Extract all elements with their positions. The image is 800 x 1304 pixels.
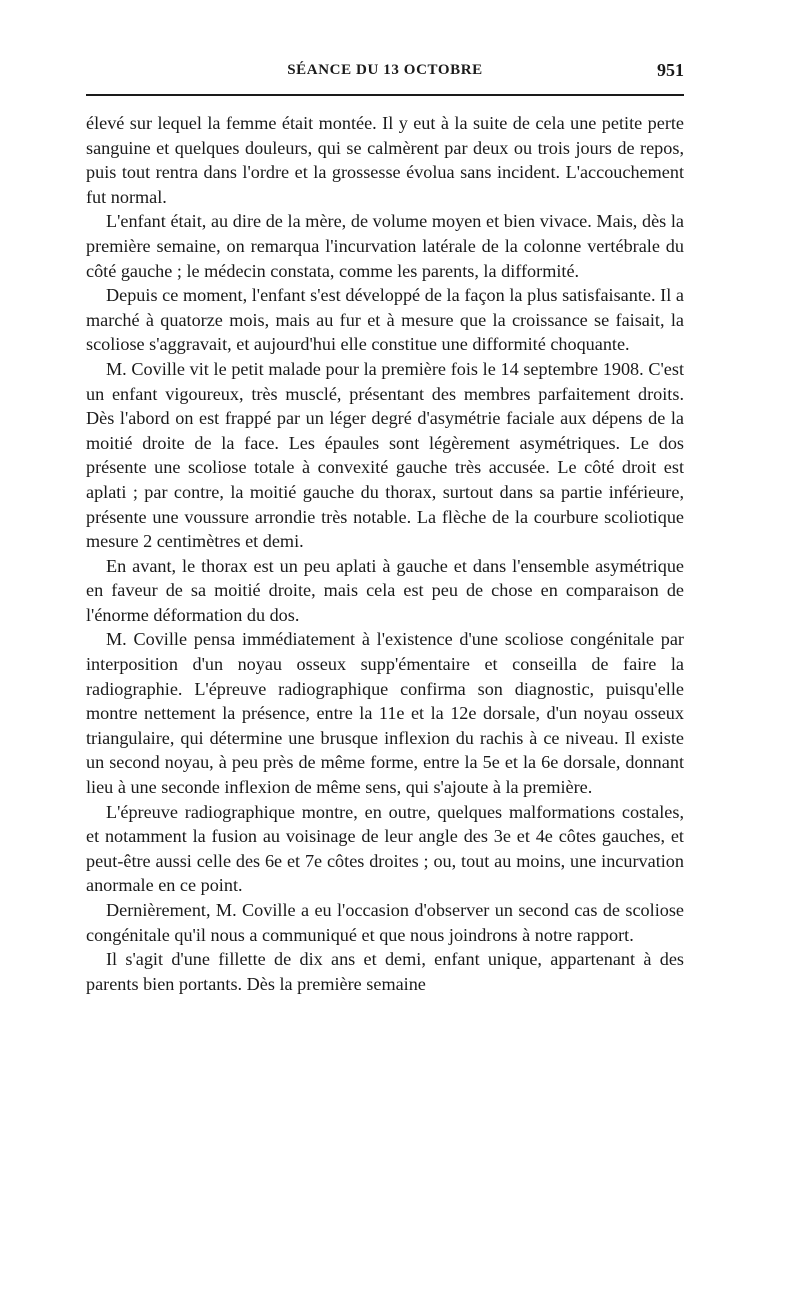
paragraph: M. Coville vit le petit malade pour la première fois le 14 septembre 1908. C'est un enfant vigoureux, très musclé, présentant des membres parfaitement droits. Dès l'abord on est frappé par un léger degré d'asymétrie faciale aux dépens de la moitié droite de la face. Les épaules sont légèrement asymétriques. Le dos présente une scoliose totale à convexité gauche très accusée. Le côté droit est aplati ; par contre, la moitié gauche du thorax, surtout dans sa partie inférieure, présente une voussure arrondie très notable. La flèche de la courbure scoliotique mesure 2 centimètres et demi. (86, 358, 684, 552)
paragraph: En avant, le thorax est un peu aplati à gauche et dans l'ensemble asymétrique en faveur de sa moitié droite, mais cela est peu de chose en comparaison de l'énorme déformation du dos. (86, 555, 684, 625)
page-number: 951 (657, 60, 684, 80)
running-title: SÉANCE DU 13 OCTOBRE (287, 62, 483, 78)
paragraph: Il s'agit d'une fillette de dix ans et demi, enfant unique, appartenant à des parents bien portants. Dès la première semaine (86, 949, 684, 994)
header-rule (86, 94, 684, 96)
paragraph: élevé sur lequel la femme était montée. Il y eut à la suite de cela une petite perte sanguine et quelques douleurs, qui se calmèrent par deux ou trois jours de repos, puis tout rentra dans l'ordre et la grossesse évolua sans incident. L'accouchement fut normal. (86, 113, 684, 207)
paragraph: L'enfant était, au dire de la mère, de volume moyen et bien vivace. Mais, dès la première semaine, on remarqua l'incurvation latérale de la colonne vertébrale du côté gauche ; le médecin constata, comme les parents, la difformité. (86, 211, 684, 281)
paragraph: L'épreuve radiographique montre, en outre, quelques malformations costales, et notamment la fusion au voisinage de leur angle des 3e et 4e côtes gauches, et peut-être aussi celle des 6e et 7e côtes droites ; ou, tout au moins, une incurvation anormale en ce point. (86, 801, 684, 896)
book-page (86, 52, 684, 996)
paragraph: M. Coville pensa immédiatement à l'existence d'une scoliose congénitale par interposition d'un noyau osseux supp'émentaire et conseilla de faire la radiographie. L'épreuve radiographique confirma son diagnostic, puisqu'elle montre nettement la présence, entre la 11e et la 12e dorsale, d'un noyau osseux triangulaire, qui détermine une brusque inflexion du rachis à ce niveau. Il existe un second noyau, à peu près de même forme, entre la 5e et la 6e dorsale, donnant lieu à une seconde inflexion de même sens, qui s'ajoute à la première. (86, 629, 684, 798)
paragraph: Dernièrement, M. Coville a eu l'occasion d'observer un second cas de scoliose congénitale qu'il nous a communiqué et que nous joindrons à notre rapport. (86, 900, 684, 945)
running-head (86, 52, 684, 82)
paragraph: Depuis ce moment, l'enfant s'est développé de la façon la plus satisfaisante. Il a marché à quatorze mois, mais au fur et à mesure que la croissance se faisait, la scoliose s'aggravait, et aujourd'hui elle constitue une difformité choquante. (86, 285, 684, 355)
body-text (86, 111, 684, 996)
